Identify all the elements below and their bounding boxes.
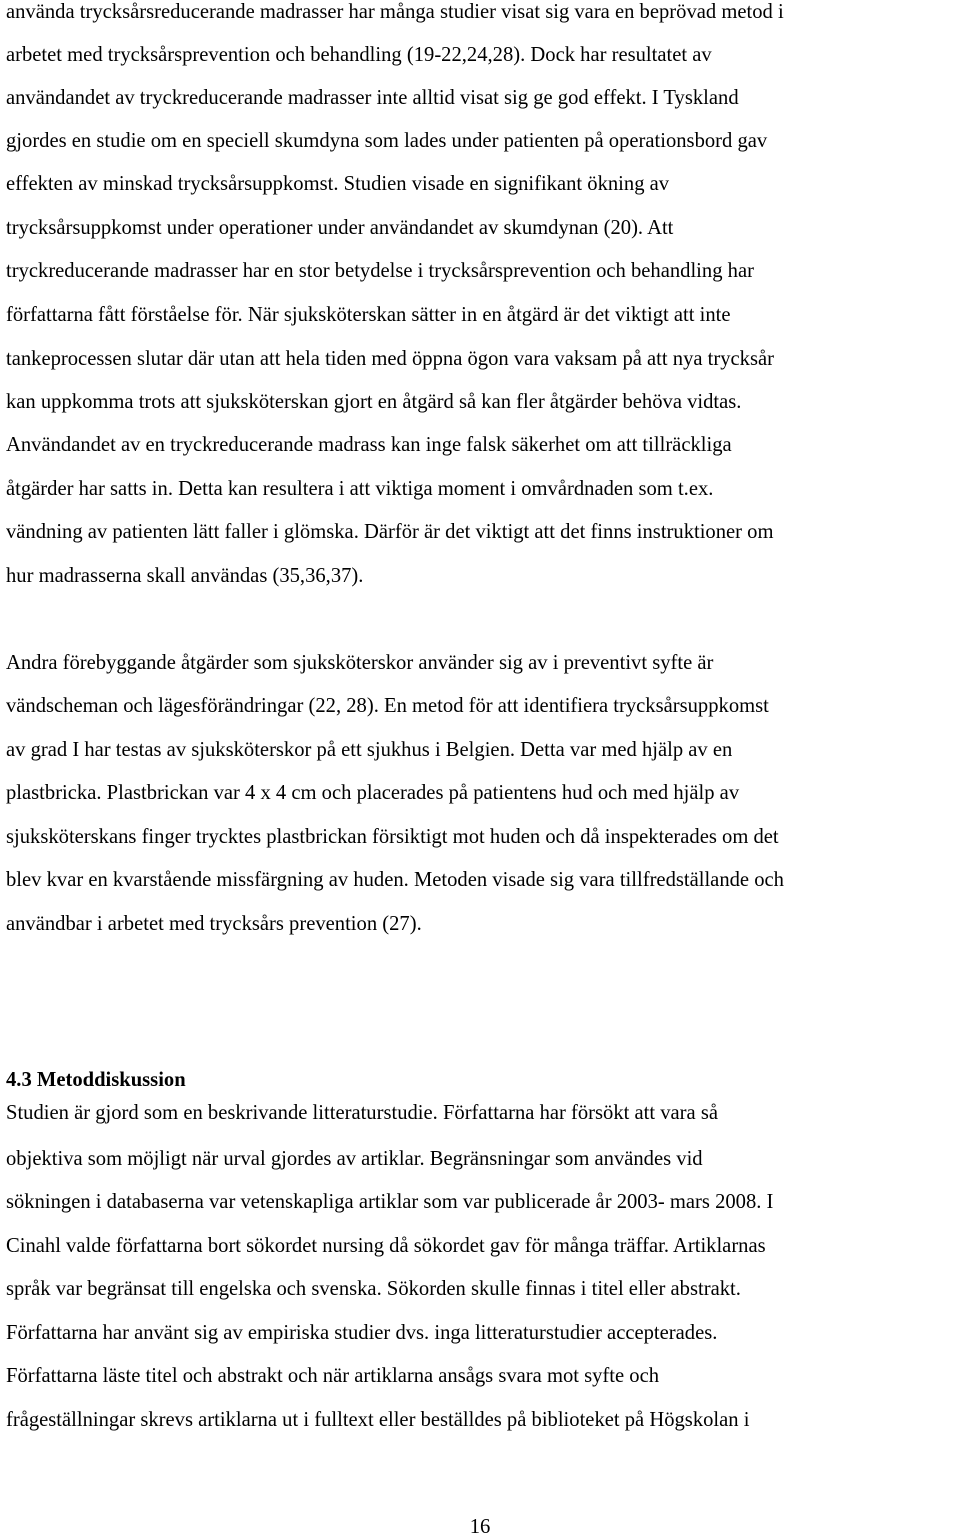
text-line: objektiva som möjligt när urval gjordes av artiklar. Begränsningar som användes vid bbox=[6, 1148, 703, 1170]
text-line: språk var begränsat till engelska och svenska. Sökorden skulle finnas i titel eller abstrakt. bbox=[6, 1278, 741, 1300]
text-line: användandet av tryckreducerande madrasser inte alltid visat sig ge god effekt. I Tyskland bbox=[6, 87, 739, 109]
text-line: gjordes en studie om en speciell skumdyna som lades under patienten på operationsbord gav bbox=[6, 130, 768, 152]
text-line: Studien är gjord som en beskrivande litteraturstudie. Författarna har försökt att vara så bbox=[6, 1102, 718, 1124]
text-line: kan uppkomma trots att sjuksköterskan gjort en åtgärd så kan fler åtgärder behöva vidtas. bbox=[6, 391, 742, 413]
text-line: plastbricka. Plastbrickan var 4 x 4 cm och placerades på patientens hud och med hjälp av bbox=[6, 782, 740, 804]
text-line: hur madrasserna skall användas (35,36,37). bbox=[6, 565, 364, 587]
text-line: åtgärder har satts in. Detta kan resultera i att viktiga moment i omvårdnaden som t.ex. bbox=[6, 478, 714, 500]
text-line: av grad I har testas av sjuksköterskor på ett sjukhus i Belgien. Detta var med hjälp av en bbox=[6, 739, 733, 761]
page-number: 16 bbox=[469, 1516, 491, 1538]
text-line: Cinahl valde författarna bort sökordet nursing då sökordet gav för många träffar. Artiklarnas bbox=[6, 1235, 766, 1257]
text-line: frågeställningar skrevs artiklarna ut i fulltext eller beställdes på biblioteket på Högskolan i bbox=[6, 1409, 750, 1431]
text-line: effekten av minskad trycksårsuppkomst. Studien visade en signifikant ökning av bbox=[6, 173, 670, 195]
text-line: sjuksköterskans finger trycktes plastbrickan försiktigt mot huden och då inspekterades om det bbox=[6, 826, 779, 848]
text-line: använda trycksårsreducerande madrasser har många studier visat sig vara en beprövad metod i bbox=[6, 1, 784, 23]
text-line: användbar i arbetet med trycksårs prevention (27). bbox=[6, 913, 422, 935]
text-line: Användandet av en tryckreducerande madrass kan inge falsk säkerhet om att tillräckliga bbox=[6, 434, 732, 456]
text-line: vändning av patienten lätt faller i glömska. Därför är det viktigt att det finns instruktioner om bbox=[6, 521, 774, 543]
text-line: Författarna läste titel och abstrakt och när artiklarna ansågs svara mot syfte och bbox=[6, 1365, 660, 1387]
text-line: sökningen i databaserna var vetenskapliga artiklar som var publicerade år 2003- mars 2008. I bbox=[6, 1191, 774, 1213]
text-line: Andra förebyggande åtgärder som sjuksköterskor använder sig av i preventivt syfte är bbox=[6, 652, 714, 674]
text-line: vändscheman och lägesförändringar (22, 28). En metod för att identifiera trycksårsuppkomst bbox=[6, 695, 769, 717]
text-line: författarna fått förståelse för. När sjuksköterskan sätter in en åtgärd är det viktigt att inte bbox=[6, 304, 731, 326]
text-line: tryckreducerande madrasser har en stor betydelse i trycksårsprevention och behandling har bbox=[6, 260, 754, 282]
text-line: arbetet med trycksårsprevention och behandling (19-22,24,28). Dock har resultatet av bbox=[6, 44, 712, 66]
text-line: tankeprocessen slutar där utan att hela tiden med öppna ögon vara vaksam på att nya trycksår bbox=[6, 348, 774, 370]
text-line: blev kvar en kvarstående missfärgning av huden. Metoden visade sig vara tillfredställande och bbox=[6, 869, 784, 891]
text-line: trycksårsuppkomst under operationer under användandet av skumdynan (20). Att bbox=[6, 217, 674, 239]
text-line: Författarna har använt sig av empiriska studier dvs. inga litteraturstudier accepterades. bbox=[6, 1322, 718, 1344]
section-heading: 4.3 Metoddiskussion bbox=[6, 1069, 186, 1091]
